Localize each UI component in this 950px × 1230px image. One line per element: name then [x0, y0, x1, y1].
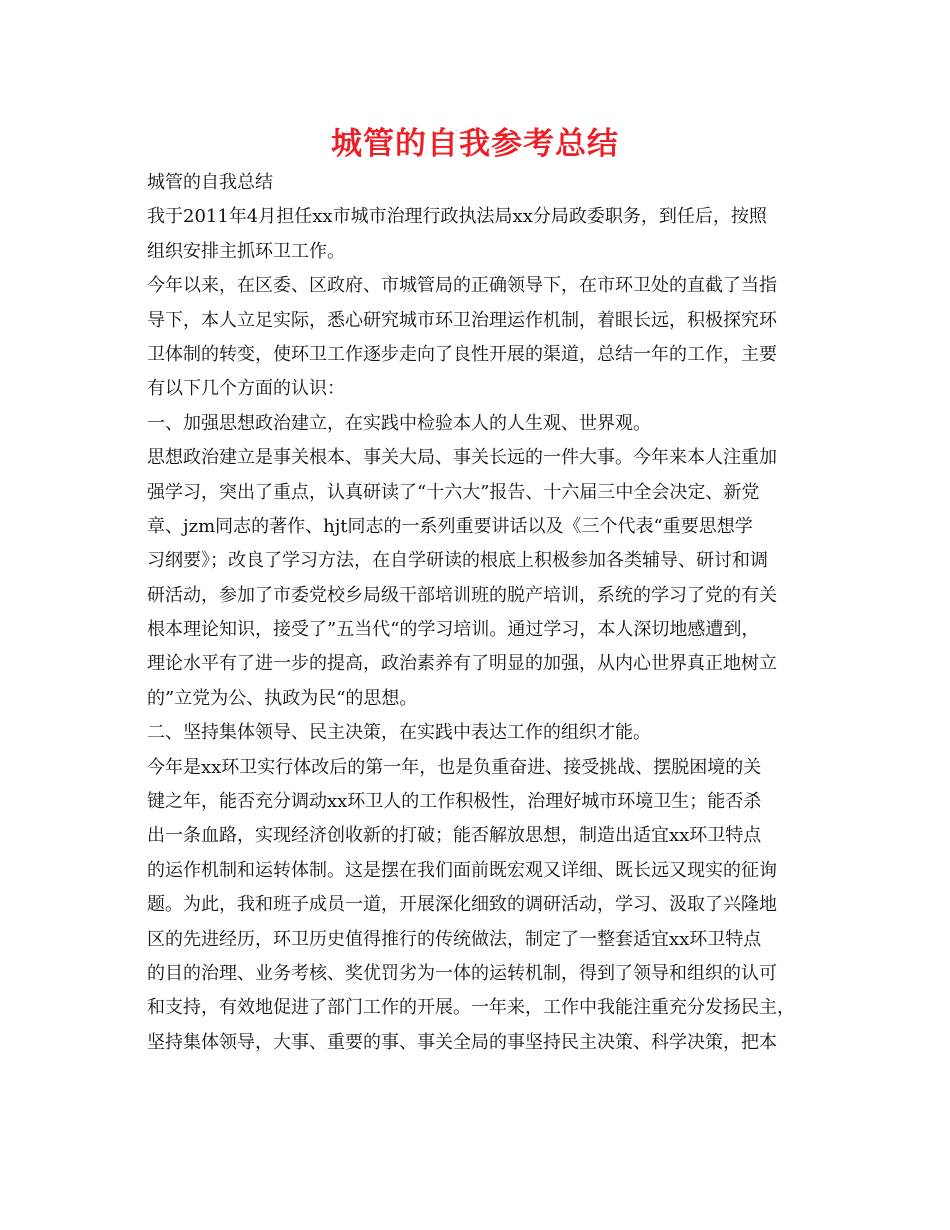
paragraph-line: 区的先进经历，环卫历史值得推行的传统做法，制定了一整套适宜xx环卫特点 [147, 928, 762, 950]
paragraph-line: 今年以来，在区委、区政府、市城管局的正确领导下，在市环卫处的直截了当指 [147, 275, 777, 297]
paragraph-line: 理论水平有了进一步的提高，政治素养有了明显的加强，从内心世界真正地树立 [147, 653, 777, 675]
paragraph-line: 有以下几个方面的认识： [147, 378, 345, 400]
document-body [147, 166, 807, 1060]
paragraph-line: 今年是xx环卫实行体改后的第一年，也是负重奋进、接受挑战、摆脱困境的关 [147, 756, 762, 778]
paragraph-line: 研活动，参加了市委党校乡局级干部培训班的脱产培训，系统的学习了党的有关 [147, 584, 777, 606]
paragraph-line: 键之年，能否充分调动xx环卫人的工作积极性，治理好城市环境卫生；能否杀 [147, 791, 762, 813]
paragraph-line: 导下，本人立足实际，悉心研究城市环卫治理运作机制，着眼长远，积极探究环 [147, 309, 777, 331]
paragraph-line: 出一条血路，实现经济创收新的打破；能否解放思想，制造出适宜xx环卫特点 [147, 825, 762, 847]
paragraph-line: 我于2011年4月担任xx市城市治理行政执法局xx分局政委职务，到任后，按照 [147, 206, 767, 228]
document-title: 城管的自我参考总结 [331, 126, 619, 162]
paragraph-line: 二、坚持集体领导、民主决策，在实践中表达工作的组织才能。 [147, 722, 651, 744]
paragraph-line: 坚持集体领导，大事、重要的事、事关全局的事坚持民主决策、科学决策，把本 [147, 1031, 777, 1053]
paragraph-line: 强学习，突出了重点，认真研读了“十六大”报告、十六届三中全会决定、新党 [147, 481, 760, 503]
paragraph-line: 思想政治建立是事关根本、事关大局、事关长远的一件大事。今年来本人注重加 [147, 447, 777, 469]
paragraph-line: 组织安排主抓环卫工作。 [147, 240, 345, 262]
paragraph-line: 的”立党为公、执政为民“的思想。 [147, 687, 418, 709]
paragraph-line: 和支持，有效地促进了部门工作的开展。一年来，工作中我能注重充分发扬民主， [147, 997, 795, 1019]
paragraph-line: 城管的自我总结 [147, 172, 273, 193]
paragraph-line: 章、jzm同志的著作、hjt同志的一系列重要讲话以及《三个代表“重要思想学 [147, 515, 753, 537]
paragraph-line: 一、加强思想政治建立，在实践中检验本人的人生观、世界观。 [147, 412, 651, 434]
paragraph-line: 题。为此，我和班子成员一道，开展深化细致的调研活动，学习、汲取了兴隆地 [147, 894, 777, 916]
paragraph-line: 卫体制的转变，使环卫工作逐步走向了良性开展的渠道，总结一年的工作，主要 [147, 343, 777, 365]
paragraph-line: 习纲要》；改良了学习方法，在自学研读的根底上积极参加各类辅导、研讨和调 [147, 550, 768, 572]
paragraph-line: 的目的治理、业务考核、奖优罚劣为一体的运转机制，得到了领导和组织的认可 [147, 962, 777, 984]
paragraph-line: 的运作机制和运转体制。这是摆在我们面前既宏观又详细、既长远又现实的征询 [147, 859, 777, 881]
paragraph-line: 根本理论知识，接受了”五当代“的学习培训。通过学习，本人深切地感遭到， [147, 619, 760, 641]
